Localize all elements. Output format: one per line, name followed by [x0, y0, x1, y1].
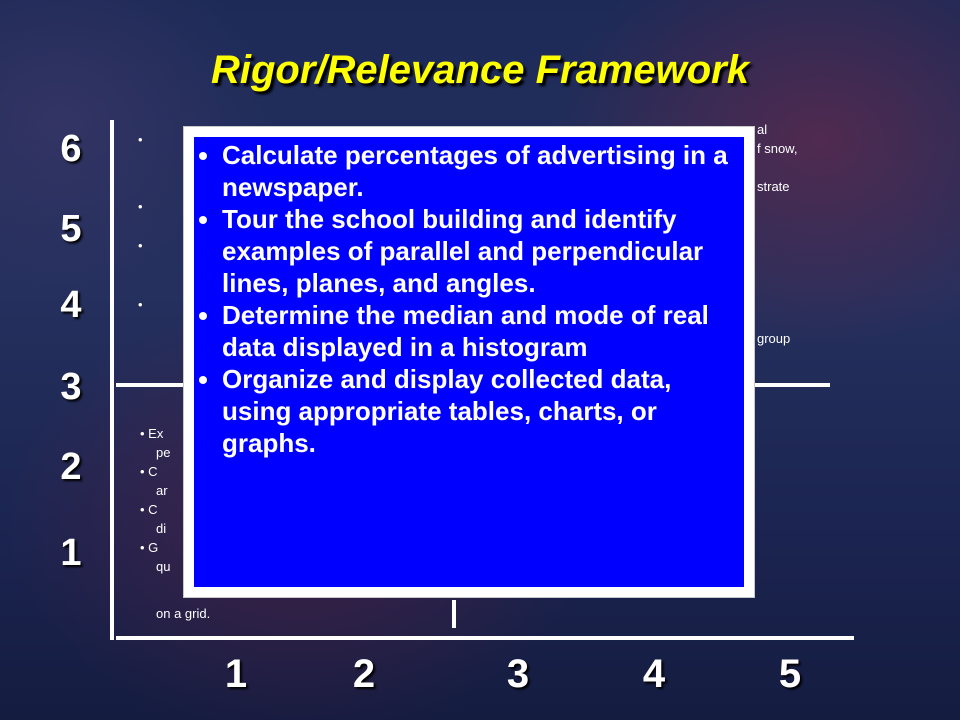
example-item: • Determine the median and mode of real data displayed in a histogram — [222, 299, 732, 363]
examples-popup — [184, 127, 754, 597]
example-item: • Organize and display collected data, using appropriate tables, charts, or graphs. — [222, 363, 732, 459]
fragment-row: ar — [156, 483, 168, 498]
x-label-2: 2 — [352, 652, 376, 696]
quadrant-a-last-line: on a grid. — [156, 606, 211, 621]
y-label-2: 2 — [60, 446, 82, 488]
y-label-4: 4 — [60, 284, 82, 326]
bullet-dot: • — [138, 297, 143, 312]
y-label-5: 5 — [60, 208, 82, 250]
fragment: al — [757, 122, 768, 137]
y-label-6: 6 — [60, 128, 82, 170]
y-label-1: 1 — [60, 532, 82, 574]
x-label-3: 3 — [506, 652, 530, 696]
examples-list — [194, 139, 732, 459]
y-label-3: 3 — [60, 366, 82, 408]
quadrant-divider-right — [754, 383, 830, 387]
example-item: • Calculate percentages of advertising in a newspaper. — [222, 139, 732, 203]
bullet-dot: • — [138, 238, 143, 253]
fragment: group — [757, 331, 791, 346]
x-axis-line — [116, 636, 854, 640]
fragment: strate — [757, 179, 790, 194]
fragment-row: • C — [140, 464, 158, 479]
x-label-1: 1 — [224, 652, 248, 696]
quadrant-c-bullets — [138, 130, 143, 314]
quadrant-divider-left — [116, 383, 184, 387]
quadrant-a-fragments — [140, 424, 184, 576]
fragment: f snow, — [757, 141, 798, 156]
fragment-row: • G — [140, 540, 159, 555]
fragment-row: di — [156, 521, 167, 536]
fragment-row: qu — [156, 559, 171, 574]
x-label-4: 4 — [642, 652, 666, 696]
quadrant-divider-vertical — [452, 600, 456, 628]
x-label-5: 5 — [778, 652, 802, 696]
slide-title: Rigor/Relevance Framework — [211, 48, 749, 92]
bullet-dot: • — [138, 199, 143, 214]
fragment-row: • C — [140, 502, 158, 517]
fragment-row: pe — [156, 445, 171, 460]
fragment-row: • Ex — [140, 426, 164, 441]
example-item: • Tour the school building and identify examples of parallel and perpendicular lines, planes, and angles. — [222, 203, 732, 299]
y-axis-line — [110, 120, 114, 640]
bullet-dot: • — [138, 132, 143, 147]
quadrant-d-fragments — [757, 120, 837, 348]
